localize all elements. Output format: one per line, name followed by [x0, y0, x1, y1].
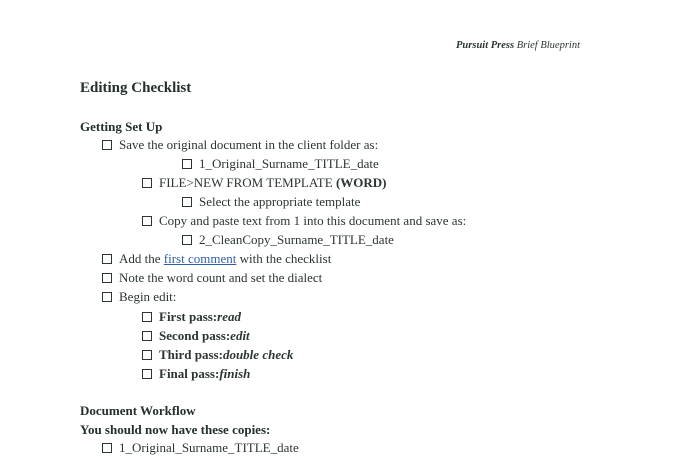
- item-text: Begin edit:: [119, 289, 177, 304]
- checklist-item-copy-paste: [142, 213, 466, 229]
- checkbox[interactable]: [102, 140, 112, 150]
- item-text: Copy and paste text from 1 into this document and save as:: [159, 213, 467, 228]
- checkbox[interactable]: [142, 350, 152, 360]
- checklist-item-begin-edit: [102, 289, 176, 305]
- pass-value: edit: [230, 328, 250, 343]
- checklist-item-add-first-comment: [102, 251, 331, 267]
- checklist-item-third-pass: [142, 347, 293, 363]
- item-text: 2_CleanCopy_Surname_TITLE_date: [199, 232, 394, 247]
- pass-label: First pass:: [159, 309, 218, 324]
- checkbox[interactable]: [182, 159, 192, 169]
- header-subtitle: Brief Blueprint: [516, 40, 580, 51]
- checklist-item-save-original: [102, 137, 378, 153]
- document-header: [456, 40, 580, 51]
- section-heading-document-workflow: Document Workflow: [80, 403, 196, 418]
- first-comment-link[interactable]: first comment: [163, 251, 237, 266]
- item-text-suffix: with the checklist: [236, 251, 332, 266]
- item-text-bold: (WORD): [335, 175, 387, 190]
- checkbox[interactable]: [142, 312, 152, 322]
- pass-label: Final pass:: [159, 366, 220, 381]
- checkbox[interactable]: [102, 292, 112, 302]
- checklist-item-select-template: [182, 194, 360, 210]
- checkbox[interactable]: [142, 331, 152, 341]
- checklist-item-file-new-template: [142, 175, 387, 191]
- pass-value: double check: [222, 347, 294, 362]
- checkbox[interactable]: [102, 254, 112, 264]
- checkbox[interactable]: [182, 197, 192, 207]
- checklist-item-word-count: [102, 270, 322, 286]
- checkbox[interactable]: [102, 443, 112, 453]
- brand-name: Pursuit Press: [456, 40, 515, 51]
- pass-label: Third pass:: [159, 347, 223, 362]
- item-text: Save the original document in the client folder as:: [119, 137, 379, 152]
- pass-label: Second pass:: [159, 328, 231, 343]
- item-text: Note the word count and set the dialect: [119, 270, 323, 285]
- item-text: [119, 251, 331, 267]
- checklist-item-second-pass: [142, 328, 250, 344]
- checkbox[interactable]: [142, 369, 152, 379]
- checklist-item-cleancopy-filename: [182, 232, 394, 248]
- pass-value: read: [217, 309, 241, 324]
- checkbox[interactable]: [142, 216, 152, 226]
- checklist-item-copy-original: [102, 440, 299, 456]
- item-text: Select the appropriate template: [199, 194, 361, 209]
- checkbox[interactable]: [182, 235, 192, 245]
- pass-value: finish: [219, 366, 251, 381]
- item-text: 1_Original_Surname_TITLE_date: [199, 156, 379, 171]
- section-heading-getting-set-up: Getting Set Up: [80, 119, 163, 134]
- page-title: Editing Checklist: [80, 80, 192, 96]
- item-text: [159, 175, 387, 191]
- checkbox[interactable]: [142, 178, 152, 188]
- checklist-item-first-pass: [142, 309, 241, 325]
- item-text: 1_Original_Surname_TITLE_date: [119, 440, 299, 455]
- copies-subheading: You should now have these copies:: [80, 422, 271, 437]
- checkbox[interactable]: [102, 273, 112, 283]
- checklist-item-final-pass: [142, 366, 250, 382]
- item-text-prefix: Add the: [119, 251, 164, 266]
- item-text-prefix: FILE>NEW FROM TEMPLATE: [159, 175, 336, 190]
- checklist-item-original-filename: [182, 156, 379, 172]
